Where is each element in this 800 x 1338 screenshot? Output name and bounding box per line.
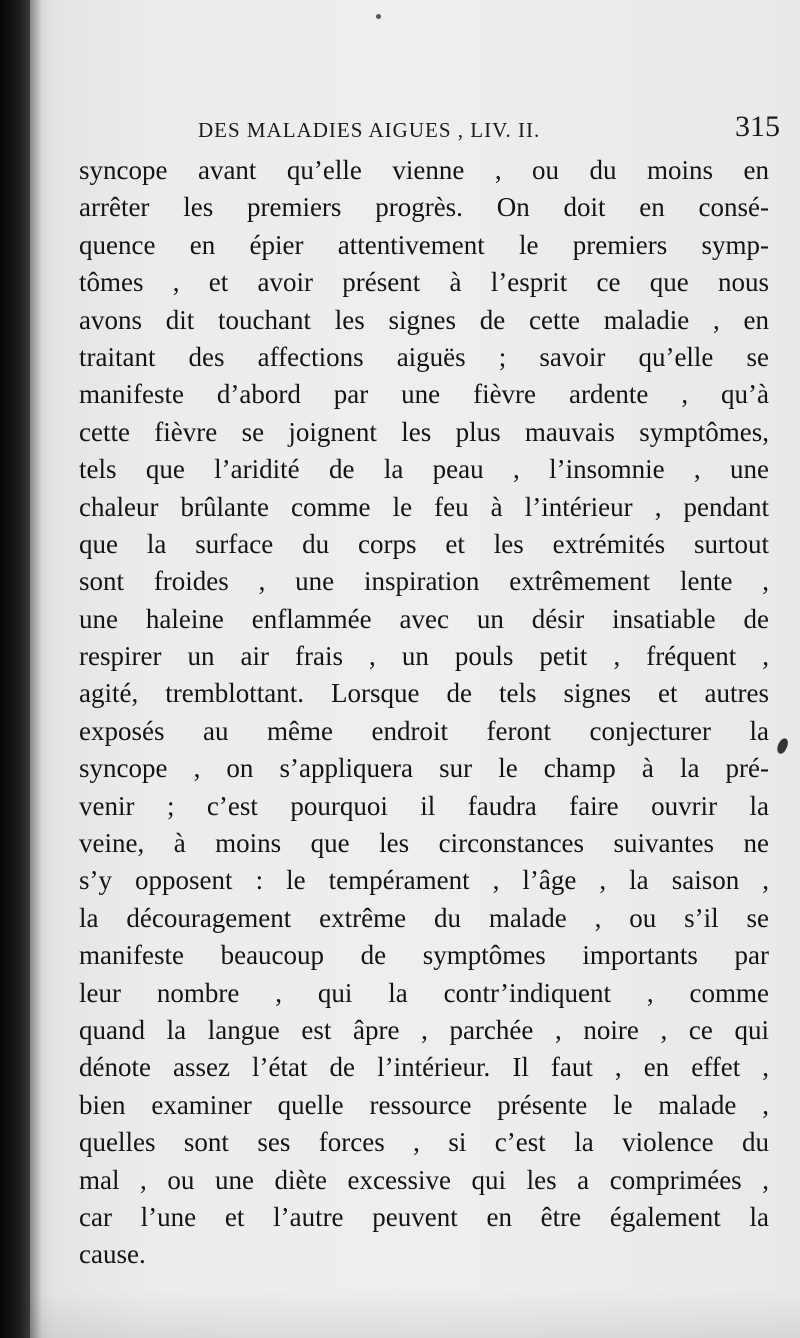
text-line: dénote assez l’état de l’intérieur. Il faut , en effet , [79, 1052, 769, 1083]
text-line: une haleine enflammée avec un désir insatiable de [79, 603, 769, 634]
body-text [79, 152, 769, 1274]
running-head: DES MALADIES AIGUES , LIV. II. [198, 118, 541, 142]
text-line: respirer un air frais , un pouls petit , fréquent , [79, 641, 769, 672]
page-bottom-shade [30, 1290, 800, 1338]
text-line: quence en épier attentivement le premiers symp- [79, 229, 769, 260]
text-line: manifeste beaucoup de symptômes importants par [79, 940, 769, 971]
page-number: 315 [735, 110, 780, 143]
text-line: traitant des affections aiguës ; savoir qu’elle se [79, 341, 769, 372]
text-line: mal , ou une diète excessive qui les a comprimées , [79, 1164, 769, 1195]
paper-speck [376, 14, 381, 19]
text-line: que la surface du corps et les extrémités surtout [79, 528, 769, 559]
text-line: exposés au même endroit feront conjecturer la [79, 715, 769, 746]
book-gutter [0, 0, 30, 1338]
book-page [30, 0, 800, 1338]
text-line: car l’une et l’autre peuvent en être également la [79, 1201, 769, 1232]
text-line: cause. [79, 1239, 146, 1270]
text-line: cette fièvre se joignent les plus mauvais symptômes, [79, 416, 769, 447]
page-header [198, 110, 780, 152]
text-line: quand la langue est âpre , parchée , noire , ce qui [79, 1014, 769, 1045]
text-line: chaleur brûlante comme le feu à l’intérieur , pendant [79, 491, 769, 522]
text-line: avons dit touchant les signes de cette maladie , en [79, 304, 769, 335]
text-line: venir ; c’est pourquoi il faudra faire ouvrir la [79, 790, 769, 821]
text-line: leur nombre , qui la contr’indiquent , comme [79, 977, 769, 1008]
text-line: veine, à moins que les circonstances suivantes ne [79, 828, 769, 859]
text-line: bien examiner quelle ressource présente le malade , [79, 1089, 769, 1120]
text-line: arrêter les premiers progrès. On doit en consé- [79, 192, 769, 223]
text-line: tels que l’aridité de la peau , l’insomnie , une [79, 454, 769, 485]
ink-mark [775, 737, 790, 755]
text-line: tômes , et avoir présent à l’esprit ce que nous [79, 267, 769, 298]
text-line: quelles sont ses forces , si c’est la violence du [79, 1127, 769, 1158]
text-line: sont froides , une inspiration extrêmement lente , [79, 566, 769, 597]
text-line: manifeste d’abord par une fièvre ardente , qu’à [79, 379, 769, 410]
text-line: agité, tremblottant. Lorsque de tels signes et autres [79, 678, 769, 709]
text-line: syncope avant qu’elle vienne , ou du moins en [79, 155, 769, 185]
text-line: s’y opposent : le tempérament , l’âge , la saison , [79, 865, 769, 896]
text-line: la découragement extrême du malade , ou s’il se [79, 902, 769, 933]
page-edge-shadow [30, 0, 42, 1338]
text-line: syncope , on s’appliquera sur le champ à la pré- [79, 753, 769, 784]
